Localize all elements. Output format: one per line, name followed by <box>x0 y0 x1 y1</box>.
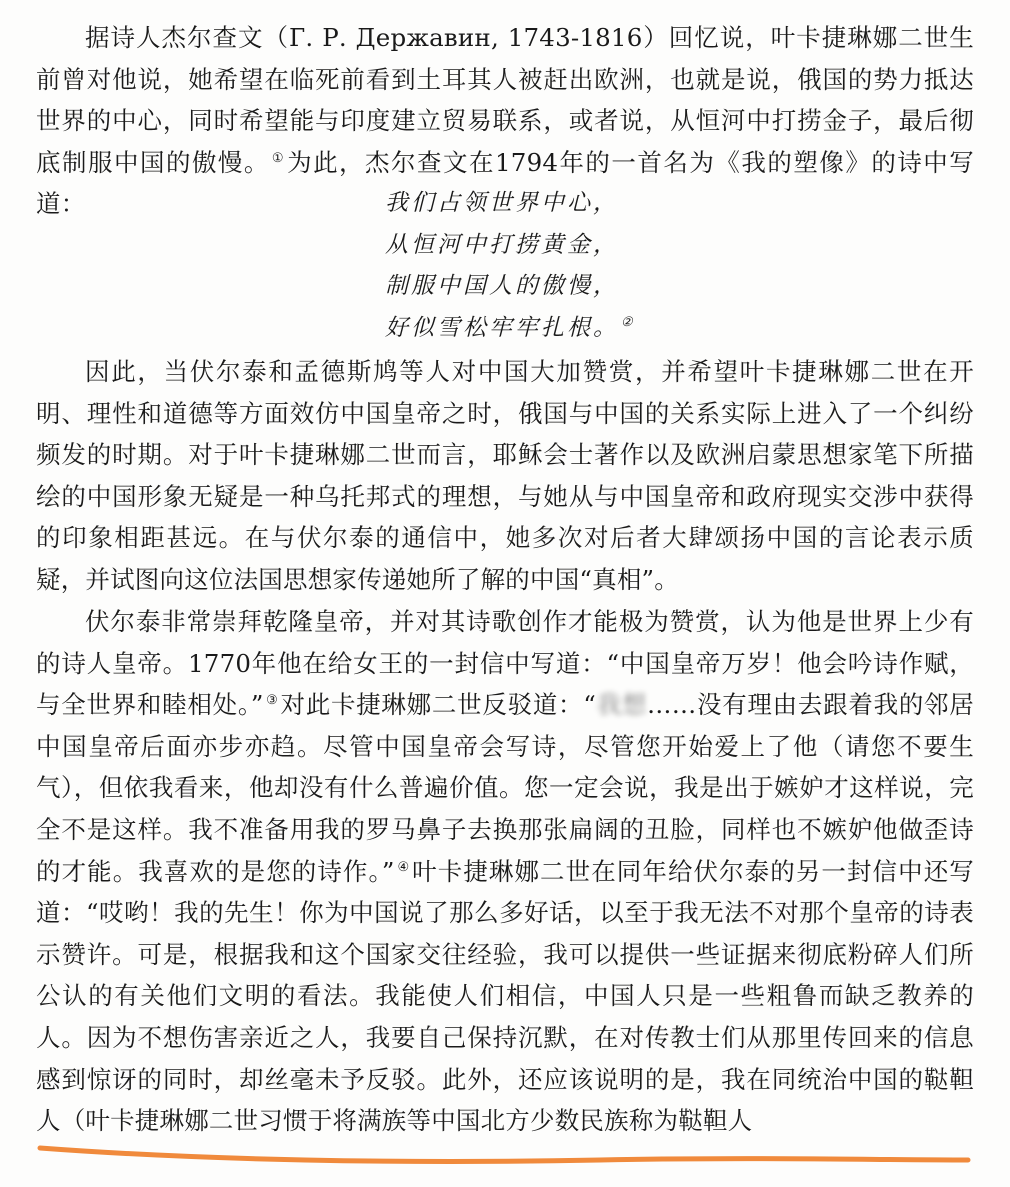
paragraph-3-text-d: 叶卡捷琳娜二世在同年给伏尔泰的另一封信中还写道：“哎哟！我的先生！你为中国说了那么多好话，以至于我无法不对那个皇帝的诗表示赞许。可是，根据我和这个国家交往经验，我可以提供一些证据来彻底粉碎人们所公认的有关他们文明的看法。我能使人们相信，中国人只是一些粗鲁而缺乏教养的人。因为不想伤害亲近之人，我要自己保持沉默，在对传教士们从那里传回来的信息感到惊讶的同时，却丝毫未予反驳。此外，还应该说明的是，我在同统治中国的鞑靼人（叶卡捷琳娜二世习惯于将满族等中国北方少数民族称为鞑靼人 <box>36 856 974 1136</box>
poem-line-4-text: 好似雪松牢牢扎根。 <box>385 314 619 341</box>
paragraph-1-text-a: 据诗人杰尔查文（Г. Р. Державин, 1743-1816）回忆说，叶卡捷琳娜二世生前曾对他说，她希望在临死前看到土耳其人被赶出欧洲，也就是说，俄国的势力抵达世界的中心，同时希望能与印度建立贸易联系，或者说，从恒河中打捞金子，最后彻底制服中国的傲慢。 <box>36 23 974 177</box>
paragraph-3-text-a: 伏尔泰非常崇拜乾隆皇帝，并对其诗歌创作才能极为赞赏，认为他是世界上少有的诗人皇帝。1770年他在给女王的一封信中写道：“中国皇帝万岁！他会吟诗作赋，与全世界和睦相处。” <box>36 607 974 720</box>
paragraph-3-text-c: ……没有理由去跟着我的邻居中国皇帝后面亦步亦趋。尽管中国皇帝会写诗，尽管您开始爱上了他（请您不要生气），但依我看来，他却没有什么普遍价值。您一定会说，我是出于嫉妒才这样说，完全不是这样。我不准备用我的罗马鼻子去换那张扁阔的丑脸，同样也不嫉妒他做歪诗的才能。我喜欢的是您的诗作。” <box>36 690 974 886</box>
footnote-marker-1: ① <box>271 150 286 166</box>
paragraph-2: 因此，当伏尔泰和孟德斯鸠等人对中国大加赞赏，并希望叶卡捷琳娜二世在开明、理性和道德等方面效仿中国皇帝之时，俄国与中国的关系实际上进入了一个纠纷频发的时期。对于叶卡捷琳娜二世而言，耶稣会士著作以及欧洲启蒙思想家笔下所描绘的中国形象无疑是一种乌托邦式的理想，与她从与中国皇帝和政府现实交涉中获得的印象相距甚远。在与伏尔泰的通信中，她多次对后者大肆颂扬中国的言论表示质疑，并试图向这位法国思想家传递她所了解的中国“真相”。 <box>36 357 974 594</box>
footnote-marker-4: ④ <box>396 859 411 875</box>
poem-line-1: 我们占领世界中心， <box>385 190 619 216</box>
footnote-marker-2: ② <box>621 314 636 330</box>
poem-line-4 <box>385 308 638 350</box>
poem-line-2: 从恒河中打捞黄金， <box>385 231 619 258</box>
footnote-marker-3: ③ <box>265 693 279 709</box>
paragraph-3 <box>36 601 974 1142</box>
poem-line-3: 制服中国人的傲慢， <box>385 273 619 299</box>
poem-block <box>385 183 638 349</box>
paragraph-1-text-b: 为此，杰尔查文在1794年的一首名为《我的塑像》的诗中写道： <box>36 147 974 219</box>
paragraph-3-text-b: 对此卡捷琳娜二世反驳道：“ <box>280 690 597 720</box>
underline-path <box>40 1148 968 1162</box>
blurred-word: 我想 <box>596 690 648 720</box>
